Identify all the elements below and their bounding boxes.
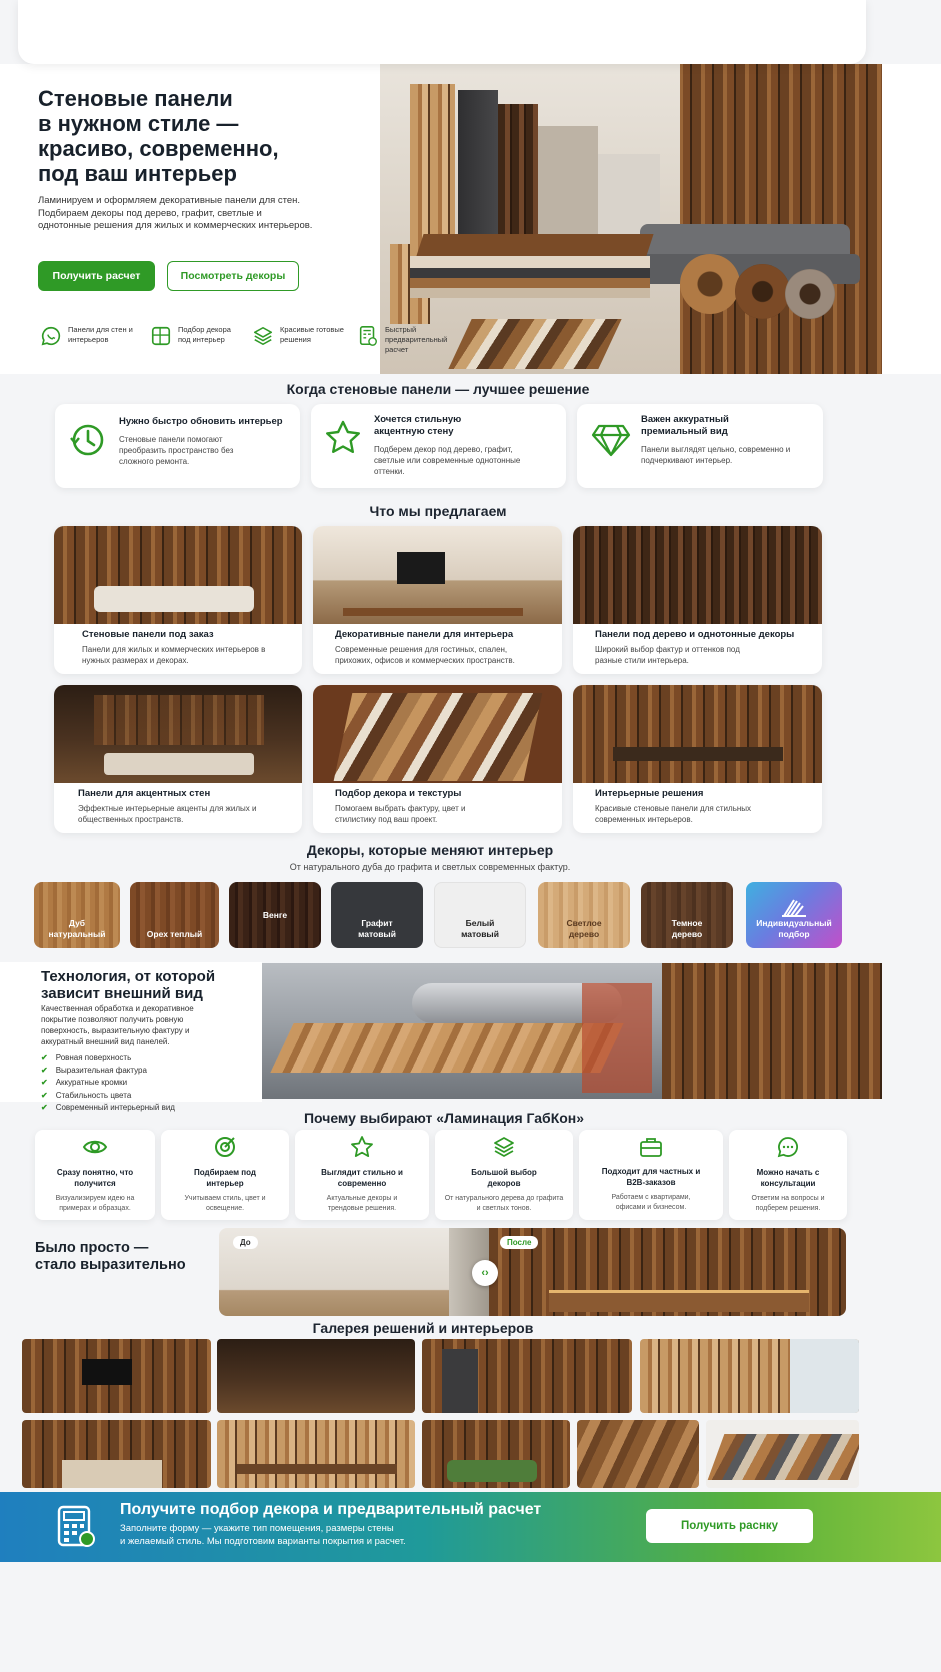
check-icon: ✔ — [41, 1103, 48, 1112]
tech-title — [41, 968, 215, 1002]
check-icon: ✔ — [41, 1078, 48, 1087]
slider-handle-arrows-icon[interactable]: ‹› — [472, 1260, 498, 1286]
decor-swatch-label: Белый матовый — [461, 918, 499, 939]
check-item-label: Стабильность цвета — [55, 1090, 132, 1100]
cta-banner-title: Получите подбор декора и предварительный расчет — [120, 1501, 542, 1518]
when-card — [577, 404, 823, 488]
hero-title — [38, 86, 338, 186]
before-after-title-line: стало выразительно — [35, 1257, 186, 1273]
why-card — [729, 1130, 847, 1220]
hero-title-line: Стеновые панели — [38, 86, 233, 111]
offer-card-text: Помогаем выбрать фактуру, цвет и стилистику под ваш проект. — [335, 804, 466, 824]
check-icon: ✔ — [41, 1065, 48, 1075]
hero-feature — [357, 325, 457, 355]
hero-title-line: под ваш интерьер — [38, 161, 237, 186]
why-card — [435, 1130, 573, 1220]
gallery-image[interactable] — [706, 1420, 859, 1488]
offer-card-text: Эффектные интерьерные акценты для жилых и общественных пространств. — [78, 804, 257, 824]
check-item-label: Выразительная фактура — [55, 1065, 147, 1075]
offer-card-image — [573, 526, 822, 624]
check-item — [41, 1090, 175, 1103]
hero-feature-label: Красивые готовые решения — [280, 325, 344, 344]
hero-feature — [150, 325, 250, 347]
why-card — [35, 1130, 155, 1220]
offer-card[interactable] — [54, 526, 302, 674]
when-section-title: Когда стеновые панели — лучшее решение — [286, 381, 590, 397]
eye-icon — [82, 1136, 108, 1158]
offer-card[interactable] — [313, 526, 562, 674]
offer-card[interactable] — [573, 685, 822, 833]
why-card — [295, 1130, 429, 1220]
why-card-title: Можно начать с консультации — [756, 1168, 820, 1188]
check-item-label: Ровная поверхность — [55, 1053, 132, 1062]
why-card — [579, 1130, 723, 1220]
check-item-label: Современный интерьерный вид — [55, 1103, 175, 1112]
cta-banner-text — [120, 1522, 406, 1548]
hero-title-line: в нужном стиле — — [38, 111, 239, 136]
briefcase-icon — [639, 1136, 663, 1158]
chat-bubble-icon — [776, 1135, 800, 1159]
why-card-title: Выглядит стильно и современно — [321, 1168, 403, 1188]
cta-banner-button[interactable]: Получить раснку — [646, 1509, 813, 1543]
gallery-image[interactable] — [22, 1420, 211, 1488]
check-icon: ✔ — [41, 1053, 48, 1062]
when-card-title: Важен аккуратный премиальный вид — [641, 414, 729, 437]
why-card-title: Сразу понятно, что получится — [56, 1168, 134, 1188]
why-section-title: Почему выбирают «Ламинация ГабКон» — [303, 1110, 585, 1126]
why-card-text: Учитываем стиль, цвет и освещение. — [184, 1195, 266, 1212]
hero-feature — [40, 325, 140, 347]
offer-card-title: Панели под дерево и однотонные декоры — [595, 629, 795, 640]
why-card-text: От натурального дерева до графита и светлых тонов. — [444, 1195, 564, 1212]
hero-description: Ламинируем и оформляем декоративные панели для стен. Подбираем декоры под дерево, графит, светлые и однотонные решения для жилых и коммерческих интерьеров. — [38, 195, 313, 231]
star-icon — [323, 418, 363, 458]
decor-swatch-wenge[interactable] — [229, 882, 321, 948]
decor-swatch-label: Орех теплый — [146, 929, 203, 939]
before-after-title-line: Было просто — — [35, 1240, 149, 1256]
why-card-text: Ответим на вопросы и подберем решения. — [751, 1195, 825, 1212]
when-card-text: Подберем декор под дерево, графит, светлые или современные однотонные оттенки. — [374, 445, 521, 476]
before-label: До — [233, 1236, 258, 1249]
offer-card-title: Декоративные панели для интерьера — [335, 629, 514, 640]
offer-card-title: Панели для акцентных стен — [78, 788, 211, 799]
why-card-text: Актуальные декоры и трендовые решения. — [326, 1195, 398, 1212]
diamond-icon — [591, 420, 631, 460]
when-card-text: Панели выглядят цельно, современно и подчеркивают интерьер. — [641, 445, 791, 465]
decor-swatch-label: Темное дерево — [671, 918, 703, 939]
hero-get-quote-button[interactable]: Получить расчет — [38, 261, 155, 291]
offer-card-text: Широкий выбор фактур и оттенков под разные стили интерьера. — [595, 645, 740, 665]
site-header — [18, 0, 866, 64]
check-item-label: Аккуратные кромки — [55, 1078, 128, 1087]
gallery-image[interactable] — [22, 1339, 211, 1413]
gallery-section-title: Галерея решений и интерьеров — [312, 1320, 534, 1336]
tech-description: Качественная обработка и декоративное покрытие позволяют получить ровную поверхность, выразительную фактуру и аккуратный внешний вид панелей. — [41, 1004, 194, 1046]
offer-card-title: Интерьерные решения — [595, 788, 704, 799]
decors-section-title: Декоры, которые меняют интерьер — [306, 842, 554, 858]
gallery-image[interactable] — [217, 1420, 415, 1488]
clock-icon — [67, 420, 107, 460]
after-label: После — [500, 1236, 538, 1249]
gallery-image[interactable] — [422, 1339, 632, 1413]
before-after-slider[interactable] — [219, 1228, 846, 1316]
offer-card-title: Подбор декора и текстуры — [335, 788, 462, 799]
check-item — [41, 1065, 175, 1078]
why-card-title: Большой выбор декоров — [471, 1168, 537, 1188]
when-card-title: Хочется стильную акцентную стену — [374, 414, 462, 437]
tech-checklist — [41, 1052, 175, 1115]
tech-title-line: Технология, от которой — [41, 968, 216, 985]
why-card-text: Работаем с квартирами, офисами и бизнесом. — [611, 1194, 691, 1211]
gallery-image[interactable] — [217, 1339, 415, 1413]
why-card-title: Подбираем под интерьер — [194, 1168, 256, 1188]
offer-card-title: Стеновые панели под заказ — [82, 629, 214, 640]
decor-swatch-white[interactable] — [434, 882, 526, 948]
decor-swatch-walnut[interactable] — [130, 882, 219, 948]
check-item — [41, 1077, 175, 1090]
decor-swatch-label: Светлое дерево — [566, 918, 602, 939]
offer-card-image — [573, 685, 822, 783]
palette-fan-icon — [779, 896, 809, 918]
offer-section-title: Что мы предлагаем — [369, 503, 507, 519]
offer-card[interactable] — [573, 526, 822, 674]
decor-swatch-light-wood[interactable] — [538, 882, 630, 948]
decor-swatch-dark-wood[interactable] — [641, 882, 733, 948]
gallery-image[interactable] — [422, 1420, 570, 1488]
check-icon: ✔ — [41, 1090, 48, 1100]
when-card-title: Нужно быстро обновить интерьер — [119, 416, 283, 427]
tech-title-line: зависит внешний вид — [41, 985, 203, 1002]
when-card — [311, 404, 566, 488]
cta-banner-text-line: Заполните форму — укажите тип помещения, размеры стены — [120, 1523, 394, 1534]
hero-view-decors-button[interactable]: Посмотреть декоры — [167, 261, 299, 291]
calculator-icon — [56, 1505, 96, 1549]
decor-swatch-label: Индивидуальный подбор — [756, 918, 832, 939]
target-icon — [213, 1135, 237, 1159]
decor-swatch-label: Дуб натуральный — [48, 918, 106, 939]
gallery-image[interactable] — [640, 1339, 859, 1413]
layers-icon — [252, 325, 274, 347]
offer-card[interactable] — [313, 685, 562, 833]
gallery-image[interactable] — [577, 1420, 699, 1488]
check-item — [41, 1052, 175, 1065]
decor-swatch-label: Венге — [262, 909, 288, 920]
decor-swatch-oak[interactable] — [34, 882, 120, 948]
stack-icon — [492, 1135, 516, 1159]
calculator-doc-icon — [357, 325, 379, 347]
hero-title-line: красиво, современно, — [38, 136, 279, 161]
hero-feature — [252, 325, 352, 347]
hero-feature-label: Подбор декора под интерьер — [178, 325, 231, 344]
before-after-title — [35, 1240, 186, 1274]
when-card-text: Стеновые панели помогают преобразить пространство без сложного ремонта. — [119, 435, 234, 466]
offer-card-text: Панели для жилых и коммерческих интерьеров в нужных размерах и декорах. — [82, 645, 266, 665]
tech-image — [262, 963, 882, 1099]
offer-card[interactable] — [54, 685, 302, 833]
cube-icon — [150, 325, 172, 347]
hero-feature-label: Панели для стен и интерьеров — [68, 325, 133, 344]
why-card-title: Подходит для частных и B2B-заказов — [601, 1167, 701, 1187]
offer-card-text: Современные решения для гостиных, спален, прихожих, офисов и коммерческих пространств. — [335, 645, 515, 665]
when-card — [55, 404, 300, 488]
chat-icon — [40, 325, 62, 347]
why-card — [161, 1130, 289, 1220]
cta-banner-text-line: и желаемый стиль. Мы подготовим варианты покрытия и расчет. — [120, 1536, 406, 1547]
decor-swatch-graphite[interactable] — [331, 882, 423, 948]
offer-card-text: Красивые стеновые панели для стильных современных интерьеров. — [595, 804, 752, 824]
decors-subtitle: От натурального дуба до графита и светлых современных фактур. — [289, 862, 571, 872]
before-image — [219, 1228, 487, 1316]
decor-swatch-custom[interactable] — [746, 882, 842, 948]
decor-swatch-label: Графит матовый — [358, 918, 396, 939]
hero-feature-label: Быстрый предварительный расчет — [385, 325, 448, 354]
why-card-text: Визуализируем идею на примерах и образцах. — [55, 1195, 135, 1212]
star-outline-icon — [350, 1135, 374, 1159]
